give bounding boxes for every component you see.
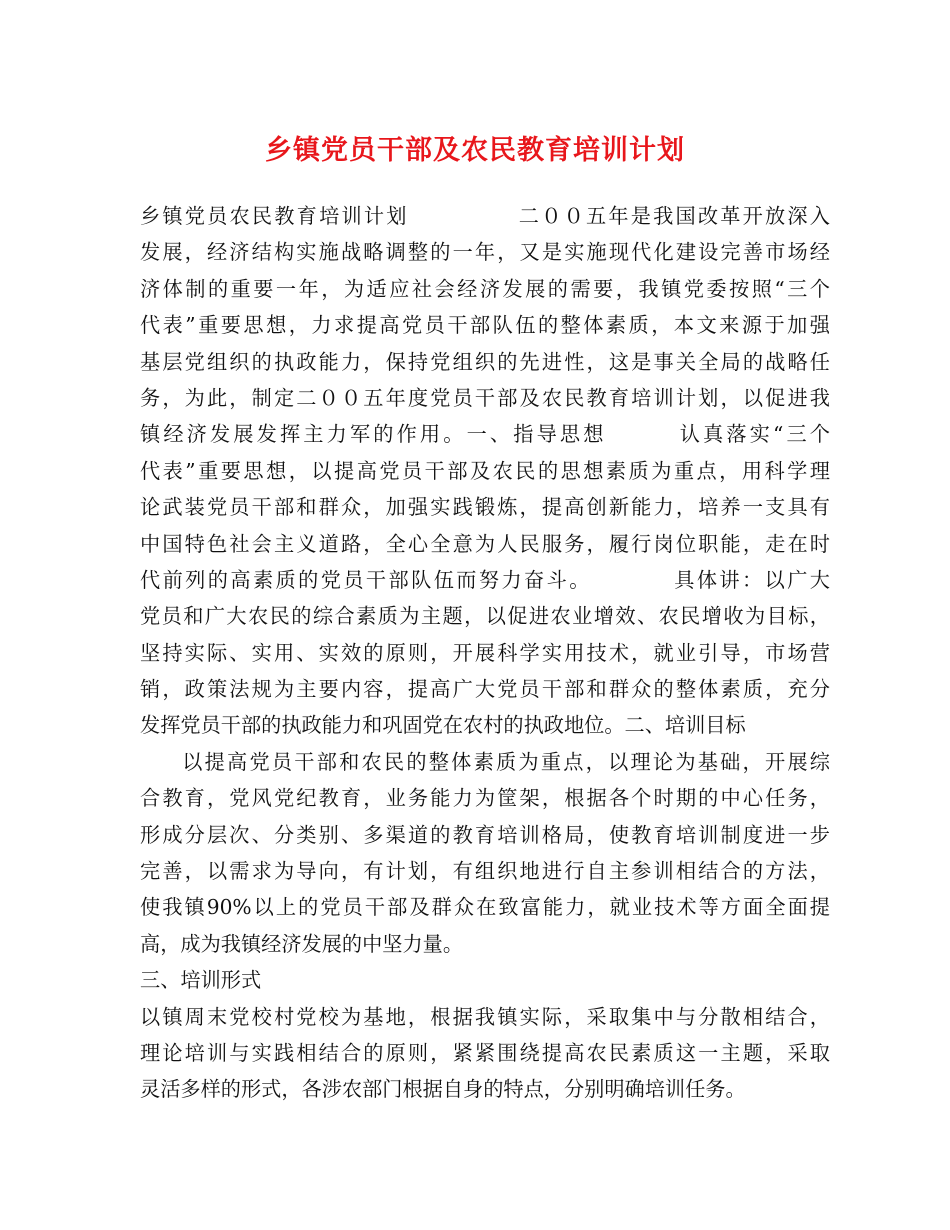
text-line: 基层党组织的执政能力，保持党组织的先进性，这是事关全局的战略任 [140,349,830,374]
text-line: 发挥党员干部的执政能力和巩固党在农村的执政地位。二、培训目标 [140,713,746,738]
text-line: 中国特色社会主义道路，全心全意为人民服务，履行岗位职能，走在时 [140,531,830,556]
text-line: 以镇周末党校村党校为基地，根据我镇实际，采取集中与分散相结合， [140,1004,830,1029]
text-line: 代前列的高素质的党员干部队伍而努力奋斗。 具体讲：以广大 [140,567,830,592]
text-line: 坚持实际、实用、实效的原则，开展科学实用技术，就业引导，市场营 [140,640,830,665]
text-line: 以提高党员干部和农民的整体素质为重点，以理论为基础，开展综 [180,749,830,774]
document-body [140,198,830,1108]
text-line: 论武装党员干部和群众，加强实践锻炼，提高创新能力，培养一支具有 [140,495,830,520]
text-line: 使我镇90%以上的党员干部及群众在致富能力，就业技术等方面全面提 [140,895,830,920]
text-line: 灵活多样的形式，各涉农部门根据自身的特点，分别明确培训任务。 [140,1077,746,1102]
text-line: 合教育，党风党纪教育，业务能力为筐架，根据各个时期的中心任务， [140,786,830,811]
text-line: 济体制的重要一年，为适应社会经济发展的需要，我镇党委按照“三个 [140,276,830,301]
text-line: 完善，以需求为导向，有计划，有组织地进行自主参训相结合的方法， [140,859,830,884]
text-line: 代表”重要思想，以提高党员干部及农民的思想素质为重点，用科学理 [140,458,830,483]
text-line: 理论培训与实践相结合的原则，紧紧围绕提高农民素质这一主题，采取 [140,1040,830,1065]
text-line: 销，政策法规为主要内容，提高广大党员干部和群众的整体素质，充分 [140,677,830,702]
section-heading: 三、培训形式 [140,968,262,993]
text-line: 发展，经济结构实施战略调整的一年，又是实施现代化建设完善市场经 [140,240,830,265]
text-line: 镇经济发展发挥主力军的作用。一、指导思想 认真落实“三个 [140,422,830,447]
text-line: 形成分层次、分类别、多渠道的教育培训格局，使教育培训制度进一步 [140,822,830,847]
document-title: 乡镇党员干部及农民教育培训计划 [265,135,685,166]
text-line: 务，为此，制定二００五年度党员干部及农民教育培训计划，以促进我 [140,385,830,410]
text-line: 高，成为我镇经济发展的中坚力量。 [140,931,464,956]
text-line: 党员和广大农民的综合素质为主题，以促进农业增效、农民增收为目标， [140,604,830,629]
text-line: 乡镇党员农民教育培训计划 二００五年是我国改革开放深入 [140,204,830,228]
text-line: 代表”重要思想，力求提高党员干部队伍的整体素质，本文来源于加强 [140,313,830,338]
